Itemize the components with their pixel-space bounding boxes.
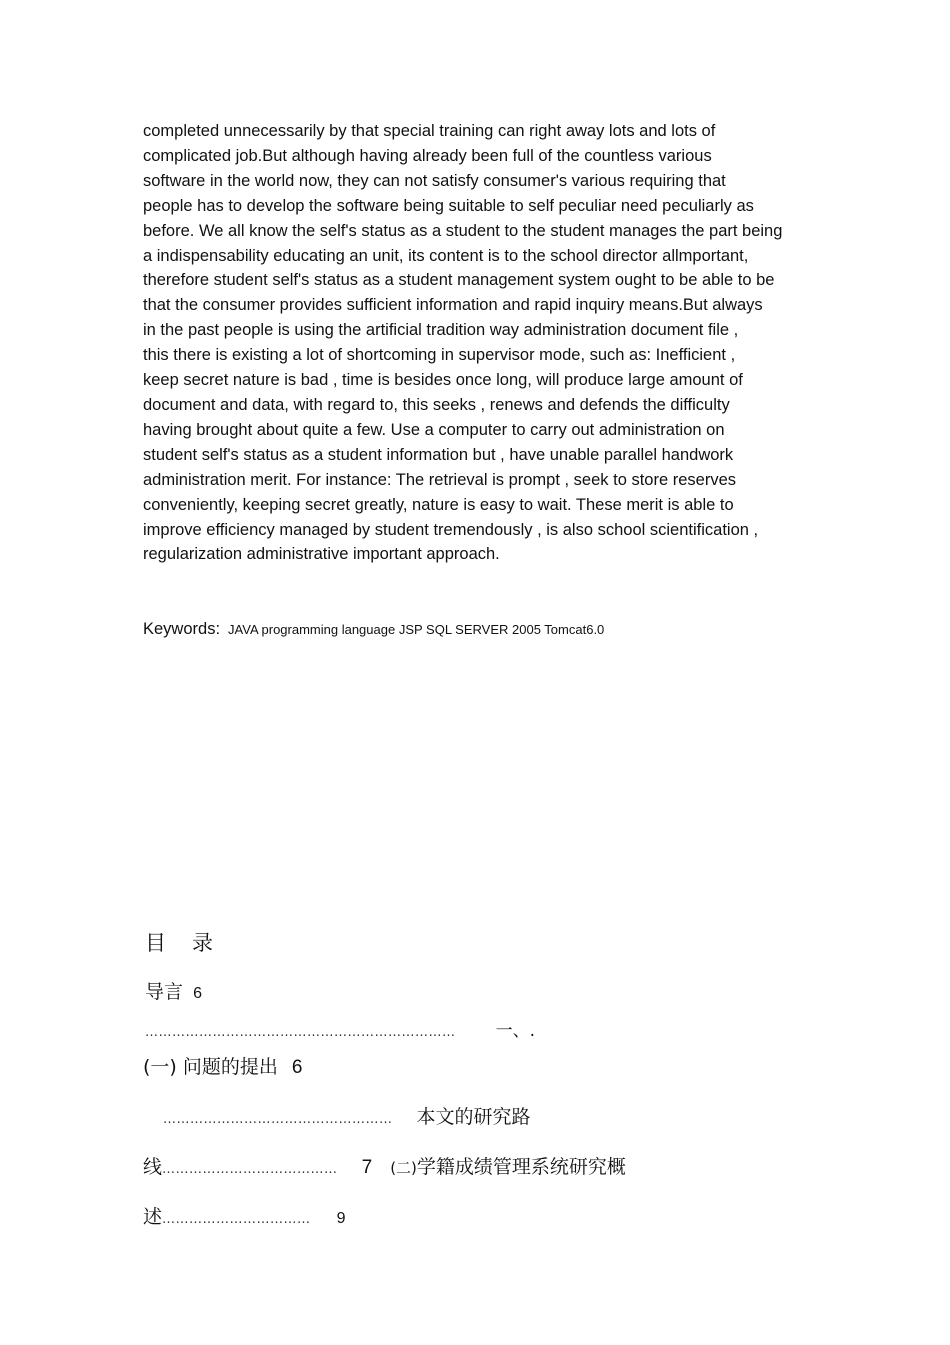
- abstract-line: complicated job.But although having already been full of the countless various: [143, 146, 712, 165]
- toc-entry-text: 学籍成绩管理系统研究概: [416, 1156, 626, 1178]
- abstract-line: improve efficiency managed by student tremendously , is also school scientification ,: [143, 520, 759, 539]
- abstract-line: therefore student self's status as a student management system ought to be able to be: [143, 271, 775, 290]
- abstract-line: conveniently, keeping secret greatly, nature is easy to wait. These merit is able to: [143, 495, 734, 514]
- toc-entry-research-path[interactable]: [163, 1102, 531, 1129]
- toc-entry-overview[interactable]: [143, 1152, 626, 1179]
- abstract-line: that the consumer provides sufficient information and rapid inquiry means.But always: [143, 296, 763, 315]
- toc-leader-dots: ……………………………: [162, 1212, 311, 1227]
- toc-title-char-b: 录: [192, 931, 213, 955]
- abstract-body: [143, 119, 843, 567]
- keywords-row: [143, 620, 604, 639]
- toc-entry-text: 线: [143, 1156, 163, 1178]
- toc-entry-overview-cont[interactable]: [143, 1202, 345, 1229]
- abstract-line: document and data, with regard to, this seeks , renews and defends the difficulty: [143, 395, 730, 414]
- toc-page-number: 9: [336, 1210, 346, 1227]
- abstract-line: a indispensability educating an unit, its content is to the school director allmportant,: [143, 246, 749, 265]
- toc-page-number: 7: [361, 1157, 373, 1178]
- abstract-line: people has to develop the software being suitable to self peculiar need peculiarly as: [143, 196, 754, 215]
- toc-title-char-a: 目: [145, 931, 166, 955]
- toc-leader-dots: …………………………………: [162, 1162, 338, 1177]
- toc-entry-section-one[interactable]: [145, 1016, 535, 1041]
- toc-entry-text: (一) 问题的提出: [143, 1056, 278, 1078]
- abstract-line: software in the world now, they can not satisfy consumer's various requiring that: [143, 171, 726, 190]
- abstract-line: completed unnecessarily by that special training can right away lots and lots of: [143, 122, 716, 140]
- toc-leader-dots: ……………………………………………: [163, 1112, 393, 1127]
- abstract-line: administration merit. For instance: The retrieval is prompt , seek to store reserves: [143, 470, 737, 489]
- toc-entry-text: 述: [143, 1206, 163, 1228]
- toc-leader-dots: ……………………………………………………………: [145, 1025, 456, 1040]
- toc-entry-intro[interactable]: [145, 977, 202, 1004]
- toc-entry-text: 导言: [145, 981, 184, 1003]
- toc-entry-paren: (二): [390, 1159, 417, 1177]
- toc-title: [145, 927, 213, 957]
- abstract-line: this there is existing a lot of shortcoming in supervisor mode, such as: Inefficient ,: [143, 346, 736, 365]
- toc-entry-text: 一、.: [495, 1021, 536, 1041]
- abstract-line: regularization administrative important approach.: [143, 545, 500, 564]
- keywords-label: Keywords:: [143, 620, 221, 638]
- abstract-line: in the past people is using the artificial tradition way administration document file ,: [143, 321, 739, 340]
- toc-page-number: 6: [291, 1057, 303, 1078]
- toc-entry-problem[interactable]: [143, 1052, 303, 1079]
- abstract-line: student self's status as a student information but , have unable parallel handwork: [143, 445, 734, 464]
- toc-page-number: 6: [193, 985, 202, 1002]
- toc-entry-text: 本文的研究路: [416, 1106, 531, 1128]
- abstract-line: having brought about quite a few. Use a computer to carry out administration on: [143, 420, 725, 439]
- abstract-line: before. We all know the self's status as a student to the student manages the part being: [143, 221, 783, 240]
- keywords-values: JAVA programming language JSP SQL SERVER 2005 Tomcat6.0: [228, 622, 605, 637]
- abstract-line: keep secret nature is bad , time is besides once long, will produce large amount of: [143, 371, 743, 390]
